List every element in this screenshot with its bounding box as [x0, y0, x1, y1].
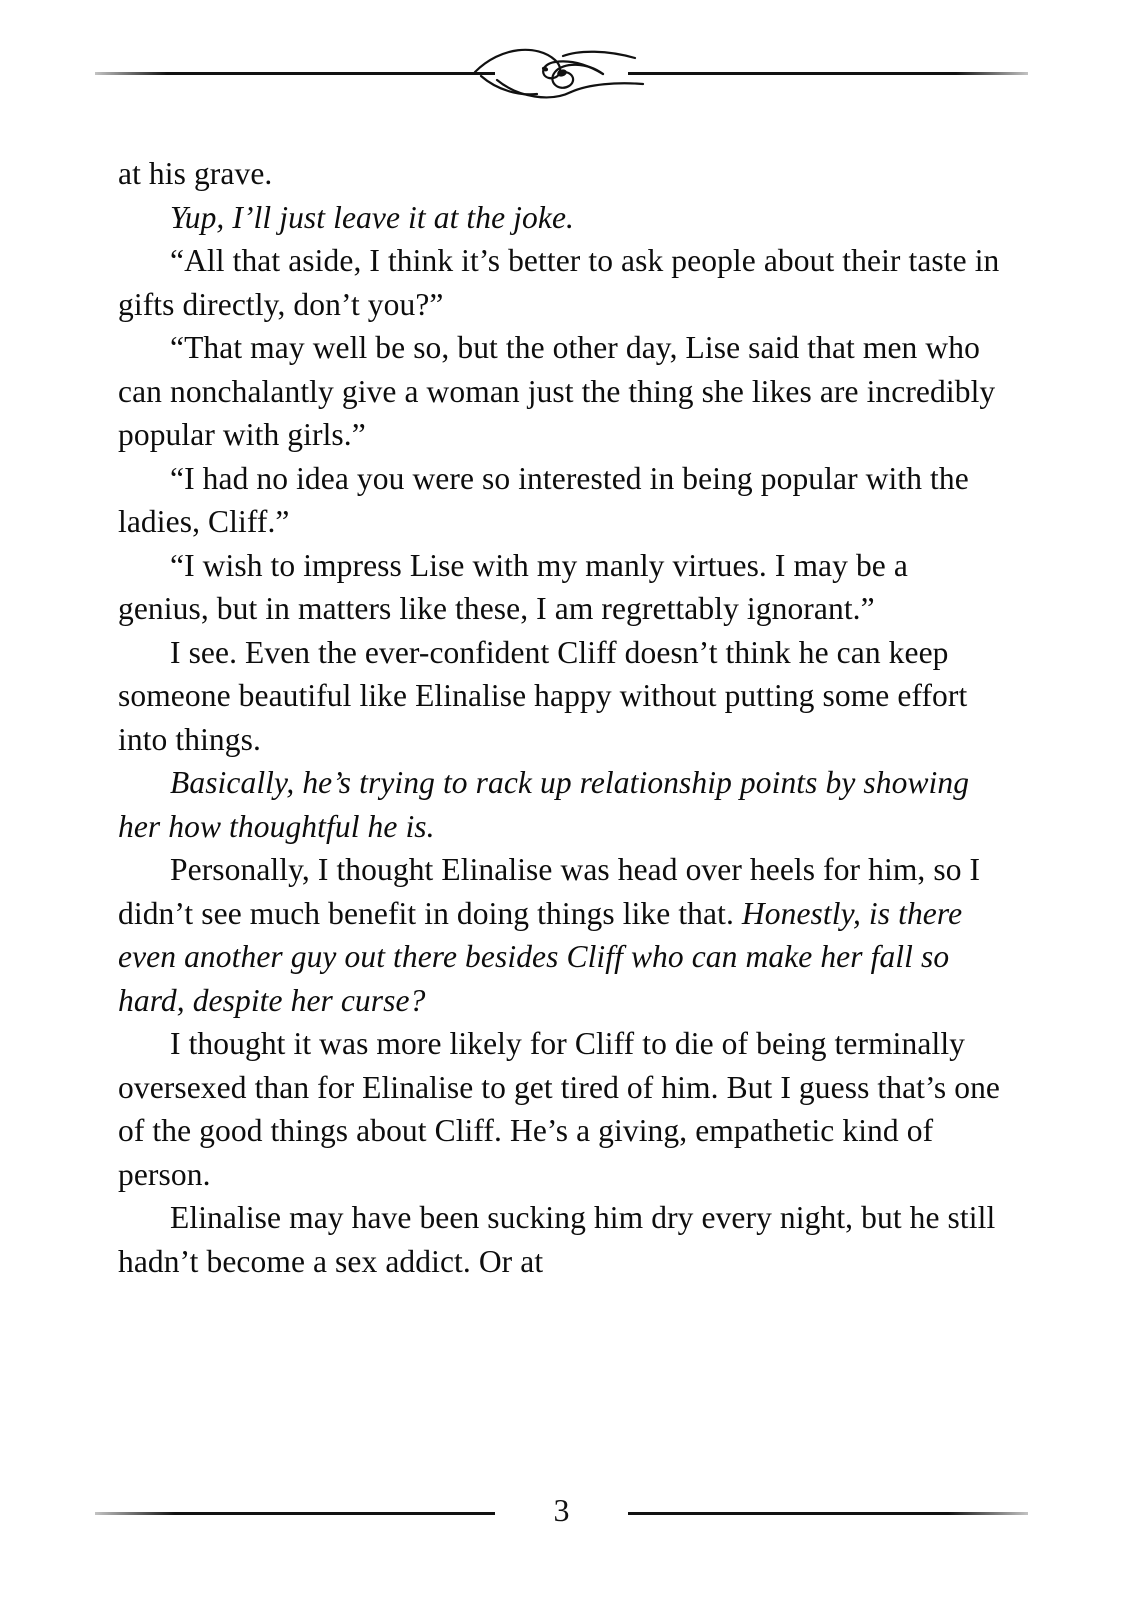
- page-footer: [0, 1488, 1123, 1538]
- paragraph: [118, 1022, 1005, 1196]
- paragraph: [118, 1196, 1005, 1283]
- paragraph: [118, 457, 1005, 544]
- text-run: “That may well be so, but the other day, Lise said that men who can nonchalantly give a woman just the thing she likes are incredibly popular with girls.”: [118, 330, 996, 452]
- text-run: “I had no idea you were so interested in being popular with the ladies, Cliff.”: [118, 460, 969, 539]
- paragraph: [118, 239, 1005, 326]
- text-run: Personally, I thought Elinalise was head over heels for him, so I didn’t see much benefit in doing things like that.: [118, 852, 981, 931]
- floral-flourish-divider-icon: [467, 40, 657, 112]
- text-run: Elinalise may have been sucking him dry every night, but he still hadn’t become a sex addict. Or at: [118, 1200, 996, 1279]
- paragraph: [118, 326, 1005, 457]
- paragraph: [118, 631, 1005, 762]
- page-text-body: [0, 120, 1123, 1600]
- header-rule-left: [95, 72, 495, 75]
- text-run: I see. Even the ever-confident Cliff doesn’t think he can keep someone beautiful like Elinalise happy without putting some effort into things.: [118, 634, 968, 757]
- page-number: 3: [528, 1488, 596, 1532]
- text-run: “All that aside, I think it’s better to ask people about their taste in gifts directly, don’t you?”: [118, 243, 1000, 322]
- italic-run: Basically, he’s trying to rack up relationship points by showing her how thoughtful he is.: [118, 765, 970, 844]
- header-ornament: [0, 0, 1123, 120]
- paragraph: [118, 848, 1005, 1022]
- paragraph: [118, 544, 1005, 631]
- text-run: I thought it was more likely for Cliff to die of being terminally oversexed than for Elinalise to get tired of him. But I guess that’s one of the good things about Cliff. He’s a giving, empathetic kind of person.: [118, 1026, 1001, 1192]
- footer-rule-left: [95, 1512, 495, 1515]
- paragraph: [118, 152, 1005, 196]
- paragraph: [118, 761, 1005, 848]
- text-run: at his grave.: [118, 156, 273, 191]
- footer-rule-right: [628, 1512, 1028, 1515]
- italic-run: Honestly, is there even another guy out there besides Cliff who can make her fall so hard, despite her curse?: [118, 895, 963, 1018]
- italic-run: Yup, I’ll just leave it at the joke.: [170, 199, 574, 235]
- text-run: “I wish to impress Lise with my manly virtues. I may be a genius, but in matters like these, I am regrettably ignorant.”: [118, 547, 908, 626]
- paragraph: [118, 196, 1005, 240]
- header-rule-right: [628, 72, 1028, 75]
